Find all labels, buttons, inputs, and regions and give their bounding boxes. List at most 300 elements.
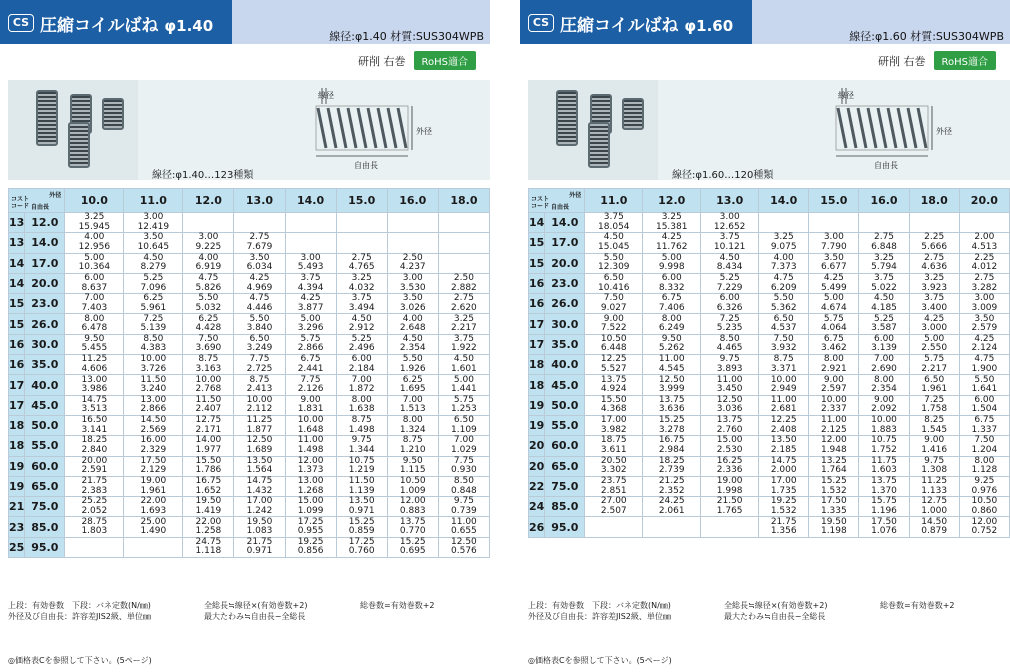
effective-coils-value: 11.75 xyxy=(871,455,897,466)
spec-value-cell xyxy=(387,253,438,273)
spec-value-cell xyxy=(285,355,336,375)
spring-constant-value: 2.061 xyxy=(658,505,685,516)
spec-value-cell xyxy=(65,253,124,273)
spring-constant-value: 4.545 xyxy=(658,363,685,374)
spec-value-cell xyxy=(759,476,809,496)
spec-value-cell xyxy=(701,294,759,314)
effective-coils-value: 6.75 xyxy=(661,293,682,304)
spec-value-cell xyxy=(387,476,438,496)
effective-coils-value: 8.75 xyxy=(351,415,372,426)
effective-coils-value: 3.50 xyxy=(402,293,423,304)
spec-value-cell xyxy=(65,294,124,314)
spec-value-cell xyxy=(959,436,1009,456)
effective-coils-value: 8.00 xyxy=(351,394,372,405)
spring-constant-value: 1.564 xyxy=(246,465,273,476)
spring-constant-value: 1.648 xyxy=(297,424,324,435)
spec-value-cell xyxy=(959,334,1009,354)
effective-coils-value: 13.75 xyxy=(871,476,897,486)
spec-value-cell xyxy=(65,213,124,233)
effective-coils-value: 11.00 xyxy=(297,435,324,446)
effective-coils-value: 17.25 xyxy=(297,516,324,527)
spec-value-cell xyxy=(65,415,124,435)
spring-constant-value: 10.645 xyxy=(137,241,170,252)
cost-code-cell: 23 xyxy=(9,517,25,537)
spring-constant-value: 0.695 xyxy=(399,546,426,557)
spring-constant-value: 2.768 xyxy=(195,384,222,395)
spring-constant-value: 2.866 xyxy=(297,343,324,354)
cost-code-cell: 16 xyxy=(529,273,545,293)
cost-code-cell: 19 xyxy=(9,476,25,496)
effective-coils-value: 16.75 xyxy=(195,476,222,486)
spec-value-cell xyxy=(183,456,234,476)
effective-coils-value: 15.00 xyxy=(297,496,324,507)
footnote-text: 総巻数=有効巻数+2 xyxy=(360,601,435,610)
spring-constant-value: 1.253 xyxy=(451,404,477,415)
spring-constant-value: 3.611 xyxy=(600,444,627,455)
corner-len-label: 自由長 xyxy=(31,204,50,211)
effective-coils-value: 6.50 xyxy=(453,415,474,426)
effective-coils-value: 21.75 xyxy=(770,516,797,527)
effective-coils-value: 13.75 xyxy=(600,374,627,385)
spec-value-cell xyxy=(336,233,387,253)
spec-value-cell xyxy=(124,273,183,293)
effective-coils-value: 3.00 xyxy=(974,293,995,304)
spring-constant-value: 2.760 xyxy=(716,424,743,435)
spring-constant-value: 3.982 xyxy=(600,424,627,435)
spring-constant-value: 7.229 xyxy=(716,282,743,293)
spring-constant-value: 3.282 xyxy=(971,282,998,293)
spring-constant-value: 10.364 xyxy=(78,262,111,273)
spec-value-cell xyxy=(336,517,387,537)
spring-constant-value: 4.446 xyxy=(246,302,273,313)
cost-code-cell: 19 xyxy=(9,456,25,476)
spec-value-cell xyxy=(438,415,489,435)
spring-constant-value: 0.655 xyxy=(451,526,477,537)
spec-value-cell xyxy=(183,375,234,395)
spec-value-cell xyxy=(438,233,489,253)
effective-coils-value: 11.50 xyxy=(195,394,222,405)
spring-constant-value: 1.498 xyxy=(348,424,375,435)
spec-value-cell xyxy=(759,314,809,334)
spec-value-cell xyxy=(809,253,859,273)
spec-value-cell xyxy=(643,456,701,476)
spring-constant-value: 2.921 xyxy=(820,363,847,374)
effective-coils-value: 3.50 xyxy=(143,232,164,243)
corner-len-label: 自由長 xyxy=(551,204,570,211)
effective-coils-value: 3.25 xyxy=(351,273,372,284)
effective-coils-value: 7.50 xyxy=(198,333,219,344)
free-length-cell: 50.0 xyxy=(545,395,585,415)
spring-constant-value: 7.522 xyxy=(600,323,627,334)
effective-coils-value: 4.50 xyxy=(603,232,624,243)
effective-coils-value: 3.75 xyxy=(300,273,321,284)
spring-constant-value: 4.368 xyxy=(600,404,627,415)
effective-coils-value: 19.00 xyxy=(140,476,167,486)
spring-constant-value: 15.381 xyxy=(655,221,688,232)
spring-constant-value: 4.606 xyxy=(81,363,108,374)
spec-value-cell xyxy=(585,476,643,496)
effective-coils-value: 3.25 xyxy=(661,212,682,223)
effective-coils-value: 7.00 xyxy=(84,293,105,304)
effective-coils-value: 8.25 xyxy=(924,415,945,426)
spring-constant-value: 2.352 xyxy=(658,485,685,496)
spring-constant-value: 3.302 xyxy=(600,465,627,476)
effective-coils-value: 13.50 xyxy=(348,496,375,507)
effective-coils-value: 6.75 xyxy=(823,333,844,344)
free-length-label: 自由長 xyxy=(354,161,378,170)
spec-value-cell xyxy=(701,517,759,537)
effective-coils-value: 12.75 xyxy=(921,496,948,507)
spec-value-cell xyxy=(809,273,859,293)
spec-value-cell xyxy=(585,314,643,334)
table-row xyxy=(9,395,490,415)
spring-constant-value: 5.455 xyxy=(81,343,108,354)
spec-value-cell xyxy=(183,517,234,537)
effective-coils-value: 8.50 xyxy=(143,333,164,344)
spring-constant-value: 5.235 xyxy=(716,323,743,334)
spring-constant-value: 3.000 xyxy=(921,323,948,334)
spec-value-cell xyxy=(701,213,759,233)
spring-constant-value: 1.083 xyxy=(246,526,273,537)
effective-coils-value: 6.50 xyxy=(773,313,794,324)
table-row xyxy=(9,517,490,537)
spec-value-cell xyxy=(234,476,285,496)
footnote-text: 全総長≒線径×(有効巻数+2) xyxy=(724,601,828,610)
spec-value-cell xyxy=(234,537,285,557)
title-diameter: φ1.60 xyxy=(684,17,734,35)
spring-constant-value: 2.851 xyxy=(600,485,627,496)
free-length-cell: 85.0 xyxy=(545,497,585,517)
effective-coils-value: 3.25 xyxy=(873,252,895,263)
spring-constant-value: 9.027 xyxy=(600,302,627,313)
cost-code-cell: 19 xyxy=(529,415,545,435)
spring-image-4 xyxy=(588,122,610,168)
spec-value-cell xyxy=(183,334,234,354)
spec-value-cell xyxy=(643,294,701,314)
spring-constant-value: 2.217 xyxy=(451,323,477,334)
effective-coils-value: 13.00 xyxy=(81,374,108,385)
effective-coils-value: 19.50 xyxy=(195,496,222,507)
spec-value-cell xyxy=(387,456,438,476)
effective-coils-value: 15.25 xyxy=(820,476,847,486)
spring-constant-value: 2.620 xyxy=(451,302,477,313)
spec-value-cell xyxy=(809,375,859,395)
title-bar xyxy=(0,0,232,44)
effective-coils-value: 5.00 xyxy=(300,313,321,324)
effective-coils-value: 2.25 xyxy=(974,252,995,263)
spring-constant-value: 3.141 xyxy=(81,424,108,435)
spring-constant-value: 1.764 xyxy=(820,465,847,476)
effective-coils-value: 6.00 xyxy=(84,273,105,284)
table-header-row xyxy=(529,189,1010,213)
spring-constant-value: 15.045 xyxy=(598,241,630,252)
effective-coils-value: 3.25 xyxy=(924,273,945,284)
spec-value-cell xyxy=(759,355,809,375)
product-title xyxy=(560,11,733,36)
spec-value-cell xyxy=(643,273,701,293)
cost-code-cell: 16 xyxy=(9,334,25,354)
cost-code-cell: 20 xyxy=(529,436,545,456)
spec-value-cell xyxy=(643,476,701,496)
springs-image xyxy=(8,80,138,180)
table-row xyxy=(9,273,490,293)
spec-value-cell xyxy=(285,497,336,517)
effective-coils-value: 4.50 xyxy=(873,293,895,304)
spring-constant-value: 9.225 xyxy=(195,241,222,252)
effective-coils-value: 9.00 xyxy=(603,313,624,324)
spec-value-cell xyxy=(387,314,438,334)
free-length-cell: 30.0 xyxy=(25,334,65,354)
footnote-text: ◎価格表Cを参照して下さい。(5ページ) xyxy=(528,656,672,665)
spec-value-cell xyxy=(959,476,1009,496)
spring-constant-value: 4.428 xyxy=(195,323,222,334)
outer-diameter-label: 外径 xyxy=(416,127,432,136)
effective-coils-value: 19.25 xyxy=(297,536,324,547)
spring-constant-value: 2.413 xyxy=(246,384,273,395)
spring-constant-value: 2.336 xyxy=(716,465,743,476)
effective-coils-value: 10.00 xyxy=(140,354,167,365)
effective-coils-value: 7.75 xyxy=(249,354,270,365)
effective-coils-value: 6.25 xyxy=(402,374,423,385)
effective-coils-value: 15.25 xyxy=(658,415,685,426)
spec-value-cell xyxy=(859,456,909,476)
spec-value-cell xyxy=(959,233,1009,253)
footnote-text: 外径及び自由長：許容差JIS2級、単位㎜ xyxy=(528,612,671,621)
spec-value-cell xyxy=(909,314,959,334)
effective-coils-value: 8.00 xyxy=(84,313,105,324)
spec-value-cell xyxy=(124,314,183,334)
effective-coils-value: 3.75 xyxy=(351,293,372,304)
spring-constant-value: 3.462 xyxy=(820,343,847,354)
cost-code-cell: 18 xyxy=(529,375,545,395)
spring-constant-value: 3.163 xyxy=(195,363,222,374)
spring-constant-value: 1.308 xyxy=(921,465,948,476)
left-catalog-panel xyxy=(0,0,490,672)
spec-value-cell xyxy=(387,355,438,375)
effective-coils-value: 7.25 xyxy=(143,313,164,324)
spring-constant-value: 7.790 xyxy=(820,241,847,252)
effective-coils-value: 21.75 xyxy=(81,476,108,486)
spring-constant-value: 2.507 xyxy=(600,505,627,516)
spring-constant-value: 2.441 xyxy=(297,363,324,374)
spring-constant-value: 1.139 xyxy=(348,485,375,496)
table-row xyxy=(529,213,1010,233)
spec-value-cell xyxy=(336,436,387,456)
effective-coils-value: 3.25 xyxy=(453,313,474,324)
effective-coils-value: 4.75 xyxy=(974,354,995,365)
spring-constant-value: 3.877 xyxy=(297,302,324,313)
spec-value-cell xyxy=(438,497,489,517)
spring-constant-value: 2.052 xyxy=(81,505,108,516)
spring-constant-value: 7.406 xyxy=(658,302,685,313)
table-row xyxy=(529,233,1010,253)
spec-value-cell xyxy=(183,355,234,375)
free-length-cell: 30.0 xyxy=(545,314,585,334)
rohs-badge: RoHS適合 xyxy=(934,51,996,70)
spring-constant-value: 2.171 xyxy=(195,424,222,435)
spec-value-cell xyxy=(585,395,643,415)
spring-constant-value: 3.690 xyxy=(195,343,222,354)
table-row xyxy=(9,456,490,476)
spec-value-cell xyxy=(387,395,438,415)
spec-value-cell xyxy=(701,334,759,354)
effective-coils-value: 4.25 xyxy=(249,273,270,284)
effective-coils-value: 12.25 xyxy=(600,354,627,365)
spring-constant-value: 1.219 xyxy=(348,465,375,476)
spec-value-cell xyxy=(759,517,809,537)
spring-constant-value: 0.860 xyxy=(971,505,998,516)
spring-constant-value: 1.133 xyxy=(921,485,948,496)
spec-value-cell xyxy=(285,436,336,456)
spec-value-cell xyxy=(585,294,643,314)
spring-constant-value: 3.726 xyxy=(140,363,167,374)
spring-constant-value: 1.638 xyxy=(348,404,375,415)
right-catalog-panel xyxy=(520,0,1010,672)
spring-constant-value: 1.513 xyxy=(399,404,426,415)
effective-coils-value: 9.75 xyxy=(351,435,372,446)
effective-coils-value: 8.00 xyxy=(402,415,423,426)
spring-constant-value: 5.362 xyxy=(770,302,797,313)
spring-constant-value: 1.652 xyxy=(195,485,222,496)
effective-coils-value: 17.00 xyxy=(600,415,627,426)
title-text: 圧縮コイルばね xyxy=(40,16,159,36)
spring-constant-value: 2.354 xyxy=(399,343,426,354)
effective-coils-value: 5.00 xyxy=(84,252,105,263)
effective-coils-value: 8.75 xyxy=(773,354,794,365)
effective-coils-value: 8.75 xyxy=(402,435,423,446)
spring-constant-value: 1.324 xyxy=(399,424,426,435)
effective-coils-value: 10.00 xyxy=(820,394,847,405)
spec-value-cell xyxy=(124,415,183,435)
spring-constant-value: 1.641 xyxy=(971,384,998,395)
cost-code-cell: 17 xyxy=(9,395,25,415)
spring-constant-value: 1.695 xyxy=(399,384,426,395)
spec-value-cell xyxy=(285,395,336,415)
spec-value-cell xyxy=(643,415,701,435)
spring-constant-value: 4.674 xyxy=(820,302,847,313)
effective-coils-value: 15.00 xyxy=(716,435,743,446)
spec-value-cell xyxy=(124,456,183,476)
spring-constant-value: 7.096 xyxy=(140,282,167,293)
spec-value-cell xyxy=(701,395,759,415)
effective-coils-value: 12.00 xyxy=(971,516,998,527)
spring-constant-value: 1.948 xyxy=(820,444,847,455)
spring-constant-value: 9.998 xyxy=(658,262,685,273)
effective-coils-value: 3.00 xyxy=(198,232,219,243)
spec-value-cell xyxy=(585,517,643,537)
spec-value-cell xyxy=(124,334,183,354)
spring-constant-value: 1.115 xyxy=(399,465,426,476)
spec-value-cell xyxy=(438,436,489,456)
spec-value-cell xyxy=(809,233,859,253)
table-row xyxy=(529,497,1010,517)
effective-coils-value: 7.00 xyxy=(351,374,372,385)
spring-constant-value: 2.125 xyxy=(820,424,847,435)
spec-value-cell xyxy=(124,436,183,456)
effective-coils-value: 13.75 xyxy=(399,516,426,527)
spring-constant-value: 1.076 xyxy=(871,526,897,537)
spring-constant-value: 2.000 xyxy=(770,465,797,476)
column-header-od: 13.0 xyxy=(701,189,759,213)
spec-value-cell xyxy=(438,355,489,375)
spec-value-cell xyxy=(336,334,387,354)
spec-value-cell xyxy=(285,253,336,273)
effective-coils-value: 11.50 xyxy=(140,374,167,385)
spring-constant-value: 2.569 xyxy=(140,424,167,435)
spec-value-cell xyxy=(124,213,183,233)
spec-value-cell xyxy=(65,456,124,476)
spring-constant-value: 1.752 xyxy=(871,444,897,455)
spring-constant-value: 3.450 xyxy=(716,384,743,395)
effective-coils-value: 4.50 xyxy=(143,252,164,263)
effective-coils-value: 3.75 xyxy=(924,293,945,304)
effective-coils-value: 7.25 xyxy=(719,313,740,324)
spring-constant-value: 1.344 xyxy=(348,444,375,455)
spec-value-cell xyxy=(701,415,759,435)
free-length-cell: 55.0 xyxy=(25,436,65,456)
effective-coils-value: 9.75 xyxy=(719,354,740,365)
spring-constant-value: 4.969 xyxy=(246,282,273,293)
effective-coils-value: 7.00 xyxy=(453,435,474,446)
effective-coils-value: 16.00 xyxy=(140,435,167,446)
effective-coils-value: 14.50 xyxy=(921,516,948,527)
effective-coils-value: 17.50 xyxy=(820,496,847,507)
effective-coils-value: 10.00 xyxy=(871,415,897,426)
spec-value-cell xyxy=(234,395,285,415)
effective-coils-value: 7.00 xyxy=(873,354,895,365)
effective-coils-value: 12.00 xyxy=(399,496,426,507)
spec-value-cell xyxy=(809,497,859,517)
spring-constant-value: 1.758 xyxy=(921,404,948,415)
spring-constant-value: 1.196 xyxy=(871,505,897,516)
effective-coils-value: 5.50 xyxy=(402,354,423,365)
spec-value-cell xyxy=(585,213,643,233)
spring-constant-value: 1.356 xyxy=(770,526,797,537)
spec-value-cell xyxy=(909,395,959,415)
effective-coils-value: 24.75 xyxy=(195,536,222,547)
effective-coils-value: 5.75 xyxy=(924,354,945,365)
effective-coils-value: 5.00 xyxy=(823,293,844,304)
spring-constant-value: 5.493 xyxy=(297,262,324,273)
spec-value-cell xyxy=(959,375,1009,395)
spec-value-cell xyxy=(859,334,909,354)
column-header-od: 13.0 xyxy=(234,189,285,213)
spring-constant-value: 1.922 xyxy=(451,343,477,354)
effective-coils-value: 12.50 xyxy=(246,435,273,446)
table-row xyxy=(529,476,1010,496)
spec-value-cell xyxy=(909,253,959,273)
effective-coils-value: 3.75 xyxy=(719,232,740,243)
spec-value-cell xyxy=(859,273,909,293)
cs-badge: CS xyxy=(528,14,554,32)
effective-coils-value: 4.25 xyxy=(661,232,682,243)
spec-value-cell xyxy=(285,476,336,496)
spec-value-cell xyxy=(336,476,387,496)
cost-code-cell: 15 xyxy=(529,233,545,253)
spring-constant-value: 0.848 xyxy=(451,485,477,496)
cost-code-cell: 16 xyxy=(9,355,25,375)
table-row xyxy=(529,253,1010,273)
spec-value-cell xyxy=(65,334,124,354)
spring-constant-value: 1.419 xyxy=(195,505,222,516)
free-length-cell: 50.0 xyxy=(25,415,65,435)
spec-value-cell xyxy=(585,456,643,476)
effective-coils-value: 24.25 xyxy=(658,496,685,507)
effective-coils-value: 13.75 xyxy=(658,394,685,405)
column-header-od: 15.0 xyxy=(336,189,387,213)
effective-coils-value: 7.50 xyxy=(603,293,624,304)
spring-constant-value: 1.693 xyxy=(140,505,167,516)
